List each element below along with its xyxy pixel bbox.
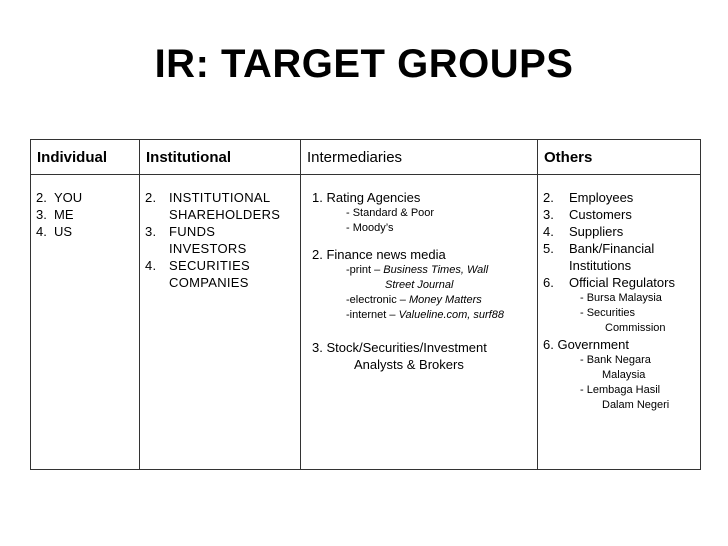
government-item: - Bank Negara <box>580 354 651 366</box>
intermediaries-cell <box>301 175 538 470</box>
institutional-cell <box>140 175 301 470</box>
rating-agencies: 1. Rating Agencies <box>312 190 421 205</box>
list-item: 6. Official Regulators <box>543 275 675 290</box>
header-intermediaries: Intermediaries <box>301 140 538 175</box>
slide-title: IR: TARGET GROUPS <box>154 42 574 86</box>
government-item-cont: Dalam Negeri <box>602 399 670 411</box>
target-groups-table <box>30 139 701 470</box>
individual-cell <box>31 175 140 470</box>
government-item: - Lembaga Hasil <box>580 384 661 396</box>
list-item: 4. US <box>36 224 73 239</box>
rating-item: - Moody’s <box>346 222 394 234</box>
header-others: Others <box>538 140 701 175</box>
list-item: 5. Bank/Financial Institutions <box>543 241 655 273</box>
government-item-cont: Malaysia <box>602 369 646 381</box>
header-row <box>31 140 701 175</box>
stock-analysts-cont: Analysts & Brokers <box>354 357 464 372</box>
list-item: 2. Employees <box>543 190 634 205</box>
header-institutional: Institutional <box>140 140 301 175</box>
content-row <box>31 175 701 470</box>
government: 6. Government <box>543 337 629 352</box>
list-item: 3. ME <box>36 207 74 222</box>
list-item: 4. Suppliers <box>543 224 624 239</box>
media-print: -print – Business Times, Wall <box>346 264 489 276</box>
media-internet: -internet – Valueline.com, surf88 <box>346 309 504 321</box>
media-print-cont: Street Journal <box>385 279 454 291</box>
list-item: 3. Customers <box>543 207 632 222</box>
regulator-item-cont: Commission <box>605 322 666 334</box>
list-item: 4. SECURITIES COMPANIES <box>145 258 251 290</box>
regulator-item: - Securities <box>580 307 636 319</box>
stock-analysts: 3. Stock/Securities/Investment <box>312 340 487 355</box>
others-cell <box>538 175 701 470</box>
list-item: 2. INSTITUTIONAL SHAREHOLDERS <box>145 190 281 222</box>
header-individual: Individual <box>31 140 140 175</box>
media-electronic: -electronic – Money Matters <box>346 294 482 306</box>
list-item: 2. YOU <box>36 190 83 205</box>
regulator-item: - Bursa Malaysia <box>580 292 662 304</box>
list-item: 3. FUNDS INVESTORS <box>145 224 247 256</box>
finance-news-media: 2. Finance news media <box>312 247 446 262</box>
rating-item: - Standard & Poor <box>346 207 435 219</box>
